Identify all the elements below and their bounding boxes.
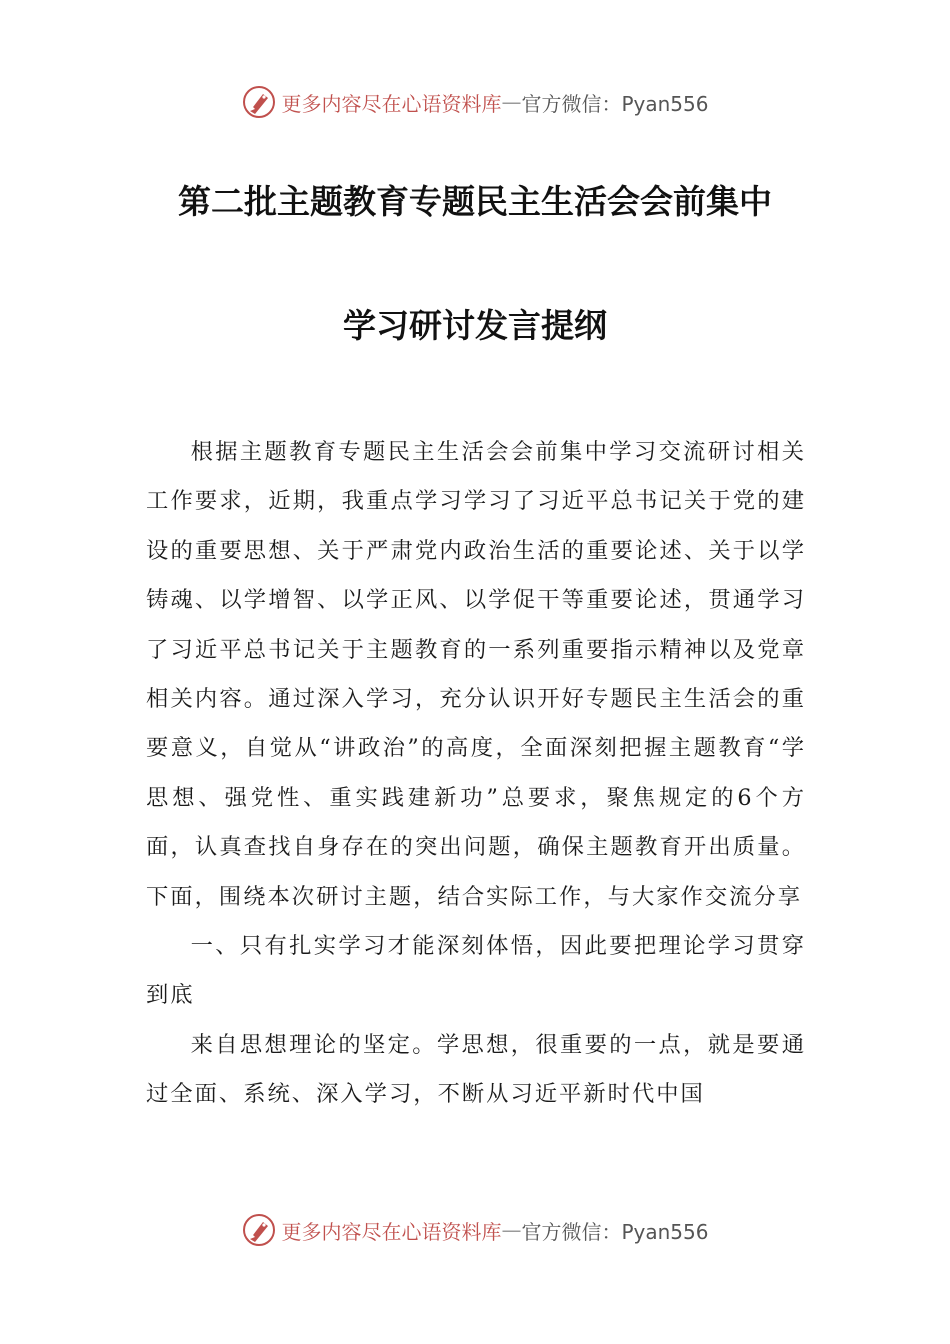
section-heading: 一、只有扎实学习才能深刻体悟，因此要把理论学习贯穿到底 — [146, 933, 806, 1009]
watermark-separator: — — [501, 1218, 522, 1242]
pen-nib-icon — [241, 1212, 277, 1248]
watermark-brand: 更多内容尽在心语资料库 — [281, 1219, 502, 1244]
header-watermark — [0, 82, 950, 122]
watermark-brand: 更多内容尽在心语资料库 — [281, 91, 502, 116]
document-title-line1: 第二批主题教育专题民主生活会会前集中 — [178, 182, 772, 221]
watermark-wechat: 官方微信：Pyan556 — [521, 91, 709, 116]
document-title-line2: 学习研讨发言提纲 — [343, 306, 607, 345]
watermark-wechat: 官方微信：Pyan556 — [521, 1219, 709, 1244]
watermark-separator: — — [501, 90, 522, 114]
document-body — [146, 428, 806, 1120]
body-paragraph: 根据主题教育专题民主生活会会前集中学习交流研讨相关工作要求，近期，我重点学习学习了习近平总书记关于党的建设的重要思想、关于严肃党内政治生活的重要论述、关于以学铸魂、以学增智、以学正风、以学促干等重要论述，贯通学习了习近平总书记关于主题教育的一系列重要指示精神以及党章相关内容。通过深入学习，充分认识开好专题民主生活会的重要意义，自觉从“讲政治”的高度，全面深刻把握主题教育“学思想、强党性、重实践建新功”总要求，聚焦规定的6个方面，认真查找自身存在的突出问题，确保主题教育开出质量。下面，围绕本次研讨主题，结合实际工作，与大家作交流分享 — [146, 439, 806, 910]
pen-nib-icon — [241, 84, 277, 120]
body-paragraph: 来自思想理论的坚定。学思想，很重要的一点，就是要通过全面、系统、深入学习，不断从习近平新时代中国 — [146, 1031, 806, 1108]
footer-watermark — [0, 1210, 950, 1250]
